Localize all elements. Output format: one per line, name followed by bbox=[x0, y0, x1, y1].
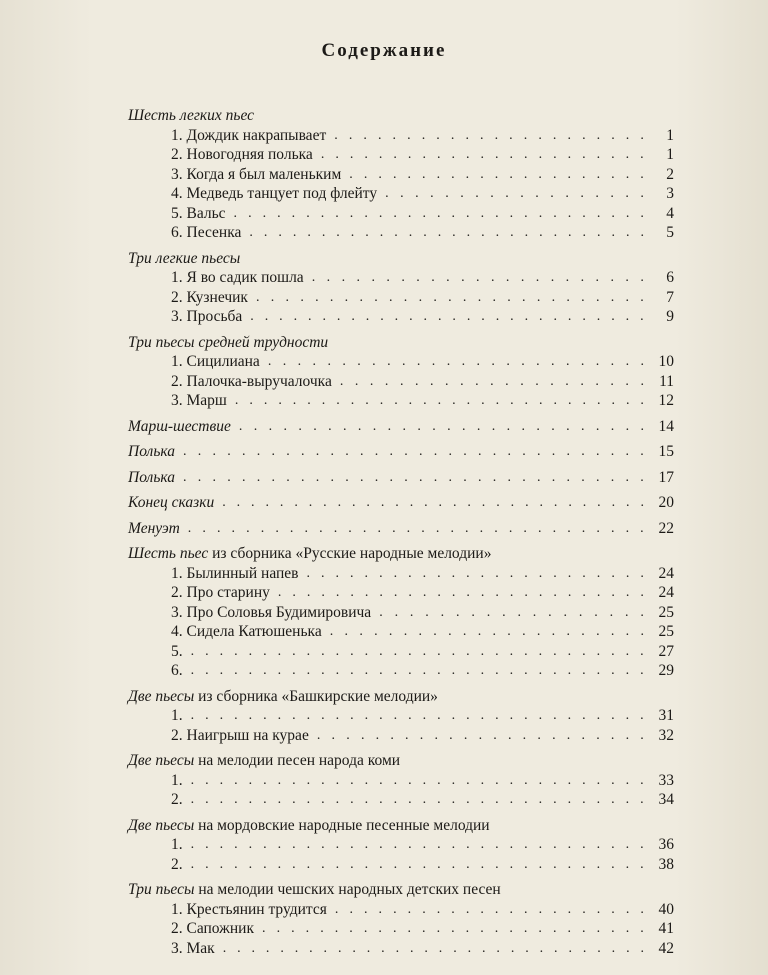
toc-section bbox=[128, 687, 674, 707]
toc-text: 2. Кузнечик bbox=[171, 288, 248, 306]
table-of-contents bbox=[128, 106, 674, 958]
toc-entry bbox=[128, 835, 674, 855]
leader-dots: . . . . . . . . . . . . . . . . . . . . . bbox=[339, 373, 644, 389]
toc-section bbox=[128, 249, 674, 269]
toc-entry bbox=[128, 661, 674, 681]
leader-dots: . . . . . . . . . . . . . . . . . . . . . . . . . . . . . . . . bbox=[190, 792, 644, 807]
toc-text: 3. Мак bbox=[171, 939, 215, 957]
page-number: 25 bbox=[658, 603, 674, 621]
toc-text bbox=[128, 817, 490, 834]
page-number: 1 bbox=[666, 146, 674, 163]
toc-text: 4. Медведь танцует под флейту bbox=[171, 185, 378, 202]
section-title: Три пьесы средней трудности bbox=[128, 333, 329, 351]
page-number: 10 bbox=[658, 353, 674, 370]
toc-entry bbox=[128, 165, 674, 185]
leader-dots: . . . . . . . . . . . . . . . . . . . . . . . . . . . . . . bbox=[222, 495, 644, 510]
page-number: 24 bbox=[658, 564, 674, 582]
leader-dots: . . . . . . . . . . . . . . . . . . . . . . . . . . . . . . . . bbox=[190, 643, 644, 659]
leader-dots: . . . . . . . . . . . . . . . . . . . . . . . . . . . . . . . . bbox=[187, 520, 644, 536]
toc-entry bbox=[128, 184, 674, 204]
toc-entry bbox=[128, 726, 674, 746]
toc-text bbox=[128, 545, 491, 562]
toc-entry bbox=[128, 145, 674, 165]
toc-section bbox=[128, 880, 674, 900]
toc-entry bbox=[128, 268, 674, 288]
toc-text bbox=[128, 443, 175, 460]
toc-text bbox=[128, 688, 438, 705]
page-number: 7 bbox=[666, 288, 674, 306]
page-number: 17 bbox=[658, 468, 674, 486]
leader-dots: . . . . . . . . . . . . . . . . . . bbox=[385, 186, 644, 201]
page-number: 5 bbox=[666, 224, 674, 241]
page-number: 25 bbox=[658, 623, 674, 640]
section-title: Марш-шествие bbox=[128, 417, 231, 435]
page-number: 22 bbox=[658, 519, 674, 537]
section-title: Шесть пьес bbox=[128, 545, 209, 562]
toc-text: 1. bbox=[171, 707, 183, 724]
section-title: Конец сказки bbox=[128, 494, 215, 511]
leader-dots: . . . . . . . . . . . . . . . . . . . . . . . . . . . . bbox=[249, 225, 644, 240]
toc-section bbox=[128, 519, 674, 539]
page-number: 29 bbox=[658, 662, 674, 679]
leader-dots: . . . . . . . . . . . . . . . . . . . . . bbox=[349, 166, 644, 182]
toc-text: 2. Палочка-выручалочка bbox=[171, 372, 332, 390]
leader-dots: . . . . . . . . . . . . . . . . . . . . . . . . . . . . . bbox=[233, 205, 644, 221]
toc-text: 5. bbox=[171, 642, 183, 660]
toc-entry bbox=[128, 352, 674, 372]
page-number: 3 bbox=[666, 185, 674, 202]
page-number: 1 bbox=[666, 126, 674, 144]
page-number: 15 bbox=[658, 443, 674, 460]
toc-text: 2. bbox=[171, 855, 183, 873]
toc-text: 2. Новогодняя полька bbox=[171, 146, 313, 163]
section-title: Две пьесы bbox=[128, 687, 195, 705]
toc-entry bbox=[128, 919, 674, 939]
toc-section bbox=[128, 468, 674, 488]
leader-dots: . . . . . . . . . . . . . . . . . . . . . . . bbox=[311, 270, 644, 285]
toc-text: 1. bbox=[171, 836, 183, 853]
page-number: 14 bbox=[658, 417, 674, 435]
section-title: Три пьесы bbox=[128, 881, 195, 898]
toc-section bbox=[128, 442, 674, 462]
toc-section bbox=[128, 544, 674, 564]
toc-entry bbox=[128, 790, 674, 810]
toc-text bbox=[128, 418, 231, 435]
leader-dots: . . . . . . . . . . . . . . . . . . . . . . . bbox=[316, 727, 644, 743]
section-title: Три легкие пьесы bbox=[128, 249, 241, 267]
toc-section bbox=[128, 493, 674, 513]
toc-text: 2. Сапожник bbox=[171, 920, 255, 937]
toc-entry bbox=[128, 126, 674, 146]
toc-text: 2. Про старину bbox=[171, 584, 270, 601]
page-number: 36 bbox=[658, 836, 674, 853]
toc-text: 3. Просьба bbox=[171, 308, 243, 325]
toc-text bbox=[128, 494, 214, 511]
leader-dots: . . . . . . . . . . . . . . . . . . . . . . . . . . . . . . . . bbox=[190, 837, 644, 852]
section-title: Полька bbox=[128, 443, 175, 460]
page-number: 12 bbox=[658, 392, 674, 409]
toc-text: 1. Сицилиана bbox=[171, 353, 260, 370]
section-title: Менуэт bbox=[128, 519, 180, 537]
toc-text bbox=[128, 520, 180, 537]
page-number: 6 bbox=[666, 269, 674, 286]
toc-text bbox=[128, 334, 328, 351]
leader-dots: . . . . . . . . . . . . . . . . . . . . . . . . . . . . . . . . bbox=[182, 444, 644, 459]
leader-dots: . . . . . . . . . . . . . . . . . . . . . . . . bbox=[306, 565, 644, 581]
leader-dots: . . . . . . . . . . . . . . . . . . . . . . . . . . . . . . . . bbox=[182, 469, 644, 485]
section-title: Шесть легких пьес bbox=[128, 107, 255, 124]
page-number: 31 bbox=[658, 707, 674, 724]
toc-entry bbox=[128, 583, 674, 603]
toc-section bbox=[128, 106, 674, 126]
toc-entry bbox=[128, 603, 674, 623]
section-subtitle: на мордовские народные песенные мелодии bbox=[194, 816, 490, 834]
toc-entry bbox=[128, 288, 674, 308]
leader-dots: . . . . . . . . . . . . . . . . . . . . . . bbox=[329, 624, 644, 639]
toc-text: 3. Марш bbox=[171, 392, 227, 409]
section-subtitle: на мелодии чешских народных детских песен bbox=[194, 881, 501, 898]
toc-text: 1. Я во садик пошла bbox=[171, 269, 304, 286]
leader-dots: . . . . . . . . . . . . . . . . . . . . . . . . . . bbox=[267, 354, 644, 369]
toc-text: 5. Вальс bbox=[171, 204, 226, 222]
toc-section bbox=[128, 333, 674, 353]
toc-entry bbox=[128, 642, 674, 662]
page-title: Содержание bbox=[321, 40, 447, 61]
page-number: 4 bbox=[666, 204, 674, 222]
section-title: Две пьесы bbox=[128, 752, 195, 769]
section-title: Полька bbox=[128, 468, 175, 486]
toc-text: 1. bbox=[171, 771, 183, 789]
leader-dots: . . . . . . . . . . . . . . . . . . . . . . . . . . . bbox=[262, 921, 644, 936]
toc-entry bbox=[128, 771, 674, 791]
page-number: 11 bbox=[659, 372, 674, 390]
toc-entry bbox=[128, 391, 674, 411]
toc-section bbox=[128, 816, 674, 836]
leader-dots: . . . . . . . . . . . . . . . . . . . . . . . . . . . . . . . . bbox=[190, 856, 644, 872]
page-number: 34 bbox=[658, 791, 674, 808]
toc-entry bbox=[128, 372, 674, 392]
toc-text bbox=[128, 107, 254, 124]
toc-text: 2. bbox=[171, 791, 183, 808]
leader-dots: . . . . . . . . . . . . . . . . . . . . . . . . . . . . bbox=[238, 418, 644, 434]
page-number: 33 bbox=[658, 771, 674, 789]
toc-entry bbox=[128, 307, 674, 327]
leader-dots: . . . . . . . . . . . . . . . . . . . . . . . . . . . . . . bbox=[222, 940, 644, 956]
page-number: 42 bbox=[658, 939, 674, 957]
toc-text: 1. Крестьянин трудится bbox=[171, 900, 327, 918]
leader-dots: . . . . . . . . . . . . . . . . . . . . . . . . . . . . bbox=[250, 309, 644, 324]
page-number: 40 bbox=[658, 900, 674, 918]
toc-entry bbox=[128, 622, 674, 642]
toc-entry bbox=[128, 204, 674, 224]
toc-text: 1. Былинный напев bbox=[171, 564, 299, 582]
toc-entry bbox=[128, 855, 674, 875]
toc-text bbox=[128, 881, 501, 898]
page-number: 41 bbox=[658, 920, 674, 937]
section-subtitle: на мелодии песен народа коми bbox=[194, 752, 401, 769]
leader-dots: . . . . . . . . . . . . . . . . . . . . . . . . . . . . . bbox=[234, 393, 644, 408]
toc-text: 3. Про Соловья Будимировича bbox=[171, 603, 372, 621]
page-number: 20 bbox=[658, 494, 674, 511]
leader-dots: . . . . . . . . . . . . . . . . . . . . . . . . . . . . . . . . bbox=[190, 772, 644, 788]
section-subtitle: из сборника «Башкирские мелодии» bbox=[194, 687, 438, 705]
page-number: 27 bbox=[658, 642, 674, 660]
page-number: 24 bbox=[658, 584, 674, 601]
toc-text: 1. Дождик накрапывает bbox=[171, 126, 327, 144]
toc-entry bbox=[128, 900, 674, 920]
leader-dots: . . . . . . . . . . . . . . . . . . . . . . . . . . . bbox=[255, 289, 644, 305]
toc-text bbox=[128, 469, 175, 486]
toc-text: 2. Наигрыш на курае bbox=[171, 726, 309, 744]
toc-text: 6. bbox=[171, 662, 183, 679]
leader-dots: . . . . . . . . . . . . . . . . . . . . . . . . . . . . . . . . bbox=[190, 708, 644, 723]
leader-dots: . . . . . . . . . . . . . . . . . . bbox=[379, 604, 644, 620]
page-number: 2 bbox=[666, 165, 674, 183]
leader-dots: . . . . . . . . . . . . . . . . . . . . . . . bbox=[320, 147, 644, 162]
toc-entry bbox=[128, 564, 674, 584]
toc-section bbox=[128, 751, 674, 771]
toc-text: 6. Песенка bbox=[171, 224, 242, 241]
section-subtitle: из сборника «Русские народные мелодии» bbox=[208, 545, 492, 562]
toc-section bbox=[128, 417, 674, 437]
leader-dots: . . . . . . . . . . . . . . . . . . . . . . . . . . . . . . . . bbox=[190, 663, 644, 678]
leader-dots: . . . . . . . . . . . . . . . . . . . . . . bbox=[334, 901, 644, 917]
page-number: 38 bbox=[658, 855, 674, 873]
leader-dots: . . . . . . . . . . . . . . . . . . . . . . . . . . bbox=[277, 585, 644, 600]
section-title: Две пьесы bbox=[128, 816, 195, 834]
toc-text: 3. Когда я был маленьким bbox=[171, 165, 342, 183]
toc-entry bbox=[128, 223, 674, 243]
toc-text bbox=[128, 250, 240, 267]
toc-entry bbox=[128, 939, 674, 959]
leader-dots: . . . . . . . . . . . . . . . . . . . . . . bbox=[334, 127, 644, 143]
page-number: 32 bbox=[658, 726, 674, 744]
page-number: 9 bbox=[666, 308, 674, 325]
toc-entry bbox=[128, 706, 674, 726]
toc-text bbox=[128, 752, 400, 769]
toc-text: 4. Сидела Катюшенька bbox=[171, 623, 322, 640]
